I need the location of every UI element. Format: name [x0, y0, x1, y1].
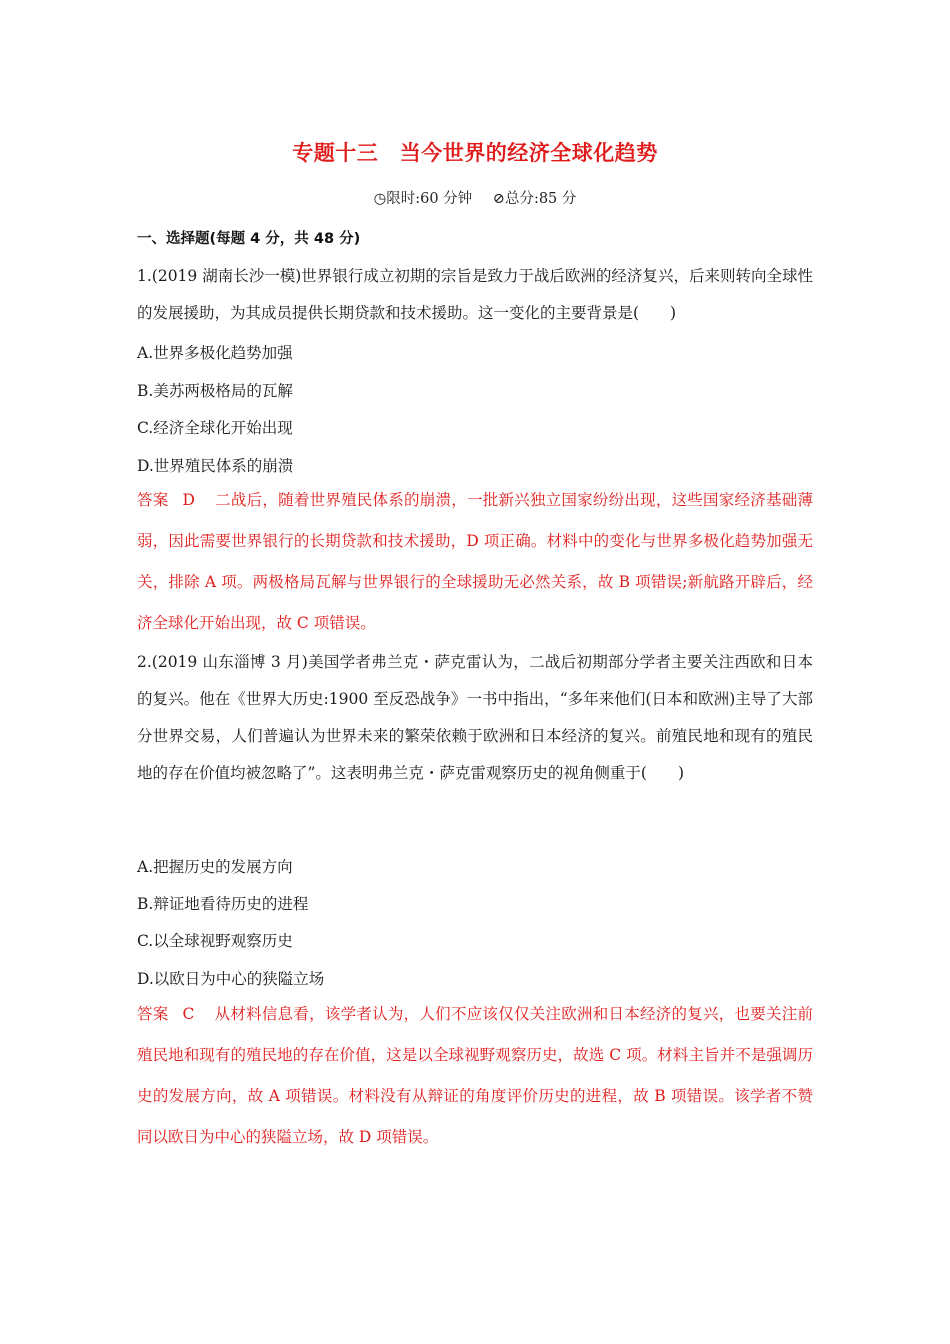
- total-score: ⊘总分:85 分: [492, 191, 577, 207]
- answer-explanation: 从材料信息看，该学者认为，人们不应该仅仅关注欧洲和日本经济的复兴，也要关注前殖民地和现有的殖民地的存在价值，这是以全球视野观察历史，故选 C 项。材料主旨并不是强调历史的发展方向，故 A 项错误。材料没有从辩证的角度评价历史的进程，故 B 项错误。该学者不赞同以欧日为中心的狭隘立场，故 D 项错误。: [137, 1005, 813, 1146]
- section-heading: 一、选择题(每题 4 分，共 48 分): [137, 231, 361, 247]
- answer-key: D: [182, 491, 195, 509]
- time-limit: ◷限时:60 分钟: [373, 191, 473, 207]
- question-1-stem: 1.(2019 湖南长沙一模)世界银行成立初期的宗旨是致力于战后欧洲的经济复兴，后来则转向全球性的发展援助，为其成员提供长期贷款和技术援助。这一变化的主要背景是( ): [137, 267, 813, 322]
- question-2-option-d: D.以欧日为中心的狭隘立场: [137, 970, 325, 988]
- answer-key: C: [182, 1005, 195, 1023]
- question-1-option-a: A.世界多极化趋势加强: [137, 344, 293, 362]
- question-1-option-d: D.世界殖民体系的崩溃: [137, 457, 294, 475]
- question-1-answer: [137, 480, 813, 644]
- question-2-stem: 2.(2019 山东淄博 3 月)美国学者弗兰克・萨克雷认为，二战后初期部分学者主要关注西欧和日本的复兴。他在《世界大历史:1900 至反恐战争》一书中指出，“多年来他们(日本和欧洲)主导了大部分世界交易，人们普遍认为世界未来的繁荣依赖于欧洲和日本经济的复兴。前殖民地和现有的殖民地的存在价值均被忽略了”。这表明弗兰克・萨克雷观察历史的视角侧重于( ): [137, 653, 813, 782]
- answer-explanation: 二战后，随着世界殖民体系的崩溃，一批新兴独立国家纷纷出现，这些国家经济基础薄弱，因此需要世界银行的长期贷款和技术援助，D 项正确。材料中的变化与世界多极化趋势加强无关，排除 A 项。两极格局瓦解与世界银行的全球援助无必然关系，故 B 项错误;新航路开辟后，经济全球化开始出现，故 C 项错误。: [137, 491, 813, 632]
- exam-meta: [0, 187, 950, 208]
- question-2-option-c: C.以全球视野观察历史: [137, 932, 293, 950]
- answer-label: 答案: [137, 1005, 169, 1023]
- question-2-answer: [137, 994, 813, 1158]
- question-1-option-c: C.经济全球化开始出现: [137, 419, 293, 437]
- question-2-option-a: A.把握历史的发展方向: [137, 858, 293, 876]
- answer-label: 答案: [137, 491, 169, 509]
- question-1-option-b: B.美苏两极格局的瓦解: [137, 382, 293, 400]
- question-2-option-b: B.辩证地看待历史的进程: [137, 895, 309, 913]
- page-title: 专题十三 当今世界的经济全球化趋势: [292, 141, 658, 165]
